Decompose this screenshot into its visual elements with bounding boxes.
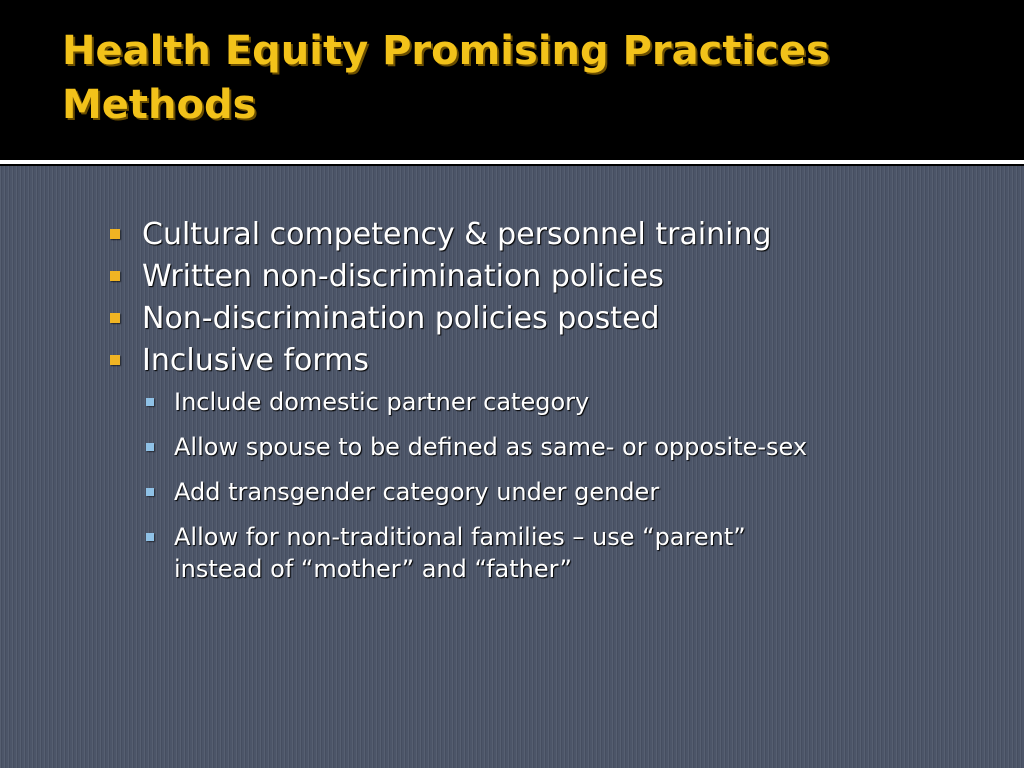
bullet-list <box>108 214 988 598</box>
sub-bullet-text: Allow spouse to be defined as same- or opposite-sex <box>174 433 808 461</box>
title-bar <box>0 0 1024 160</box>
content-area <box>0 166 1024 768</box>
bullet-item <box>108 298 988 340</box>
square-sub-bullet-icon <box>146 443 154 451</box>
bullet-text: Written non-discrimination policies <box>142 259 664 294</box>
square-sub-bullet-icon <box>146 398 154 406</box>
sub-bullet-list <box>142 386 988 585</box>
bullet-item <box>108 256 988 298</box>
sub-bullet-text-line-2: instead of “mother” and “father” <box>174 555 572 583</box>
square-bullet-icon <box>110 355 120 365</box>
sub-bullet-item <box>142 386 988 418</box>
slide-title <box>62 24 982 132</box>
sub-bullet-text: Include domestic partner category <box>174 388 590 416</box>
bullet-text: Non-discrimination policies posted <box>142 301 660 336</box>
title-line-2: Methods <box>62 82 257 128</box>
square-bullet-icon <box>110 313 120 323</box>
sub-bullet-text: Add transgender category under gender <box>174 478 660 506</box>
bullet-item <box>108 214 988 256</box>
bullet-text: Cultural competency & personnel training <box>142 217 772 252</box>
bullet-text: Inclusive forms <box>142 343 369 378</box>
sub-bullet-item <box>142 431 988 463</box>
sub-bullet-item <box>142 476 988 508</box>
bullet-item <box>108 340 988 585</box>
sub-bullet-text-line-1: Allow for non-traditional families – use “parent” <box>174 523 746 551</box>
square-bullet-icon <box>110 229 120 239</box>
title-line-1: Health Equity Promising Practices <box>62 28 830 74</box>
square-sub-bullet-icon <box>146 488 154 496</box>
square-bullet-icon <box>110 271 120 281</box>
title-divider <box>0 160 1024 164</box>
square-sub-bullet-icon <box>146 533 154 541</box>
sub-bullet-item <box>142 521 988 585</box>
